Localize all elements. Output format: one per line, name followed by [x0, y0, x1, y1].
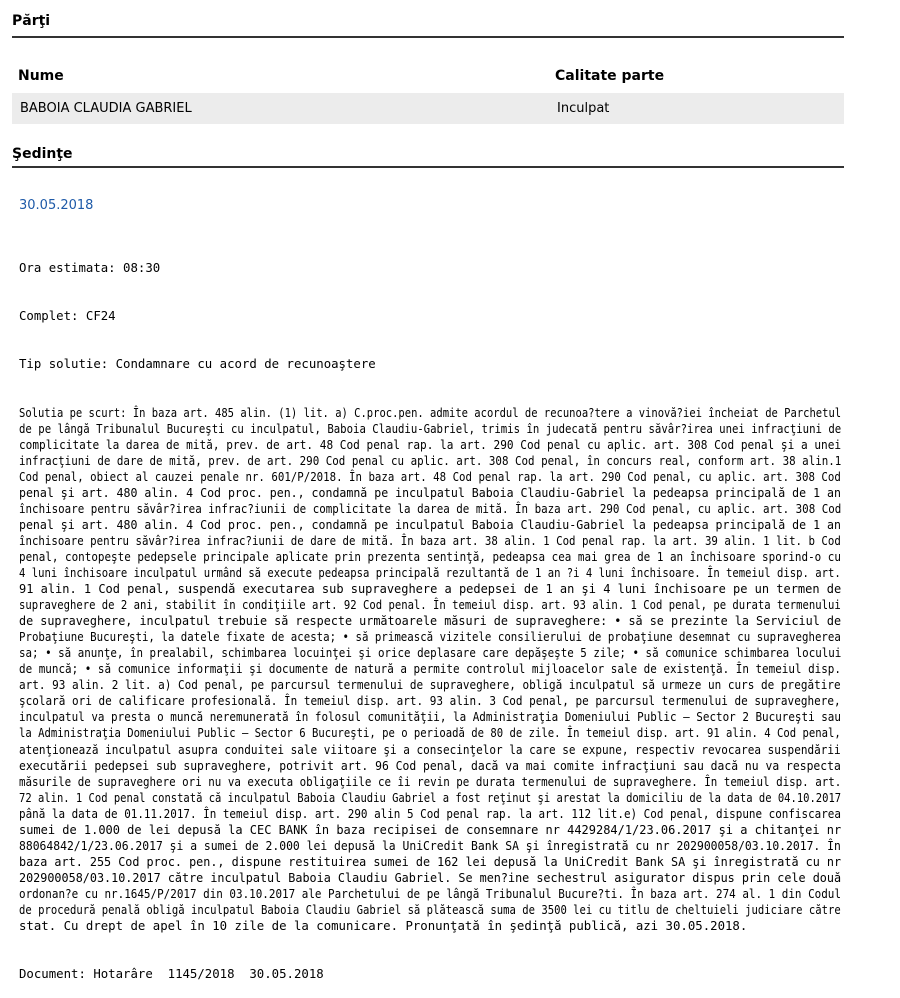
- solution-line: supraveghere de 2 ani, stabilit în condiţiile art. 92 Cod penal. În temeiul disp. art. 93 alin. 1 Cod penal, pe durata termenului: [19, 598, 841, 613]
- estimated-time: Ora estimata: 08:30: [19, 261, 161, 276]
- column-header-name: Nume: [18, 68, 64, 84]
- solution-line: complicitate la darea de mită, prev. de art. 48 Cod penal rap. la art. 290 Cod penal cu aplic. art. 308 Cod penal şi a unei: [19, 437, 842, 452]
- solution-line: penal, contopeşte pedepsele principale aplicate prin prezenta sentinţă, pedeapsa cea mai grea de 1 an închisoare sporind-o cu: [19, 549, 841, 564]
- solution-line: inculpatul va presta o muncă neremunerată în folosul comunităţii, la Administraţia Domeniului Public – Sector 2 Bucureşti sau: [19, 710, 841, 725]
- solution-line: ordonan?e cu nr.1645/P/2017 din 03.10.2017 ale Parchetului de pe lângă Tribunalul Bucure?ti. În baza art. 274 al. 1 din Codul: [19, 886, 841, 901]
- solution-line: închisoare pentru săvâr?irea infrac?iunii de dare de mită. În baza art. 38 alin. 1 Cod penal rap. la art. 39 alin. 1 lit. b Cod: [19, 533, 841, 548]
- solution-line: sumei de 1.000 de lei depusă la CEC BANK în baza recipisei de consemnare nr 4429284/1/23.06.2017 şi a chitanţei nr: [19, 822, 842, 837]
- solution-type: Tip solutie: Condamnare cu acord de recunoaştere: [19, 357, 376, 372]
- solution-line: Probaţiune Bucureşti, la datele fixate de acesta; • să primească vizitele consilierului de probaţiune desemnat cu supravegherea: [19, 630, 841, 645]
- sedinte-section-title: Şedinţe: [12, 146, 73, 162]
- solution-line: de pe lângă Tribunalul Bucureşti cu inculpatul, Baboia Claudiu-Gabriel, trimis în judecată pentru săvâr?irea unei infracţiuni de: [19, 421, 842, 436]
- solution-line: 91 alin. 1 Cod penal, suspendă executarea sub supraveghere a pedepsei de 1 an şi 4 luni închisoare pe un termen de: [19, 582, 842, 597]
- solution-line: stat. Cu drept de apel în 10 zile de la comunicare. Pronunţată în şedinţă publică, azi 30.05.2018.: [19, 919, 748, 934]
- hearing-details: [19, 228, 841, 998]
- solution-line: la Administraţia Domeniului Public – Sector 6 Bucureşti, pe o perioadă de 80 de zile. În temeiul disp. art. 91 alin. 4 Cod penal,: [19, 726, 841, 741]
- solution-line: 72 alin. 1 Cod penal constată că inculpatul Baboia Claudiu Gabriel a fost reţinut şi arestat la domiciliu de la data de 04.10.2017: [19, 790, 842, 805]
- solution-line: infracţiuni de dare de mită, prev. de art. 290 Cod penal cu aplic. art. 308 Cod penal, în concurs real, conform art. 38 alin.1: [19, 453, 842, 468]
- solution-line: măsurile de supraveghere ori nu va executa obligaţiile ce îi revin pe durata termenului de supraveghere. În temeiul disp. art.: [19, 774, 842, 789]
- table-row: [12, 93, 844, 124]
- solution-line: art. 93 alin. 2 lit. a) Cod penal, pe parcursul termenului de supraveghere, obligă inculpatul să urmeze un curs de pregătire: [19, 678, 841, 693]
- solution-line: executării pedepsei sub supraveghere, potrivit art. 96 Cod penal, dacă va mai comite infracţiuni sau dacă nu va respecta: [19, 758, 841, 773]
- parti-section-title: Părţi: [12, 13, 51, 29]
- solution-line: de procedură penală obligă inculpatul Baboia Claudiu Gabriel să plătească suma de 3500 lei cu titlu de cheltuieli judiciare către: [19, 902, 841, 917]
- party-name: BABOIA CLAUDIA GABRIEL: [20, 101, 192, 116]
- column-header-role: Calitate parte: [555, 68, 665, 84]
- solution-line: de muncă; • să comunice informaţii şi documente de natură a permite controlul mijloacelor sale de existenţă. În temeiul disp.: [19, 662, 841, 677]
- solution-line: de supraveghere, inculpatul trebuie să respecte următoarele măsuri de supraveghere: • să se prezinte la Serviciul de: [19, 614, 842, 629]
- sedinte-divider: [12, 166, 844, 168]
- hearing-date: 30.05.2018: [19, 198, 94, 213]
- solution-line: sa; • să anunţe, în prealabil, schimbarea locuinţei şi orice deplasare care depăşeşte 5 zile; • să comunice schimbarea locului: [19, 646, 842, 661]
- solution-line: 88064842/1/23.06.2017 şi a sumei de 2.000 lei depusă la UniCredit Bank SA şi înregistrată cu nr 202900058/03.10.2017. În: [19, 838, 841, 853]
- solution-line: penal şi art. 480 alin. 4 Cod proc. pen., condamnă pe inculpatul Baboia Claudiu-Gabriel la pedeapsa principală de 1 an: [19, 485, 841, 500]
- solution-summary: [19, 405, 841, 935]
- panel: Complet: CF24: [19, 309, 116, 324]
- solution-line: până la data de 01.11.2017. În temeiul disp. art. 290 alin 5 Cod penal rap. la art. 112 lit.e) Cod penal, dispune confiscarea: [19, 806, 841, 821]
- parti-divider: [12, 36, 844, 38]
- solution-line: Cod penal, obiect al cauzei penale nr. 601/P/2018. În baza art. 48 Cod penal rap. la art. 290 Cod penal, cu aplic. art. 308 Cod: [19, 469, 841, 484]
- solution-line: şcolară ori de calificare profesională. În temeiul disp. art. 93 alin. 3 Cod penal, pe parcursul termenului de supraveghere,: [19, 694, 841, 709]
- solution-line: baza art. 255 Cod proc. pen., dispune restituirea sumei de 162 lei depusă la UniCredit Bank SA şi înregistrată cu nr: [19, 854, 842, 869]
- solution-line: 4 luni închisoare inculpatul urmând să execute pedeapsa principală rezultantă de 1 an ?i 4 luni închisoare. În temeiul disp. art.: [19, 565, 841, 580]
- solution-line: penal şi art. 480 alin. 4 Cod proc. pen., condamnă pe inculpatul Baboia Claudiu-Gabriel la pedeapsa principală de 1 an: [19, 517, 841, 532]
- solution-line: 202900058/03.10.2017 către inculpatul Baboia Claudiu Gabriel. Se men?ine sechestrul asigurator dispus prin cele două: [19, 870, 842, 885]
- document-reference: Document: Hotarâre 1145/2018 30.05.2018: [19, 967, 324, 982]
- solution-line: Solutia pe scurt: În baza art. 485 alin. (1) lit. a) C.proc.pen. admite acordul de recunoa?tere a vinovă?iei încheiat de Parchetul: [19, 405, 842, 420]
- solution-line: închisoare pentru săvâr?irea infrac?iunii de complicitate la darea de mită. În baza art. 290 Cod penal, cu aplic. art. 308 Cod: [19, 501, 842, 516]
- solution-line: atenţionează inculpatul asupra conduitei sale viitoare şi a consecinţelor la care se expune, respectiv revocarea suspendării: [19, 742, 841, 757]
- party-role: Inculpat: [557, 101, 610, 116]
